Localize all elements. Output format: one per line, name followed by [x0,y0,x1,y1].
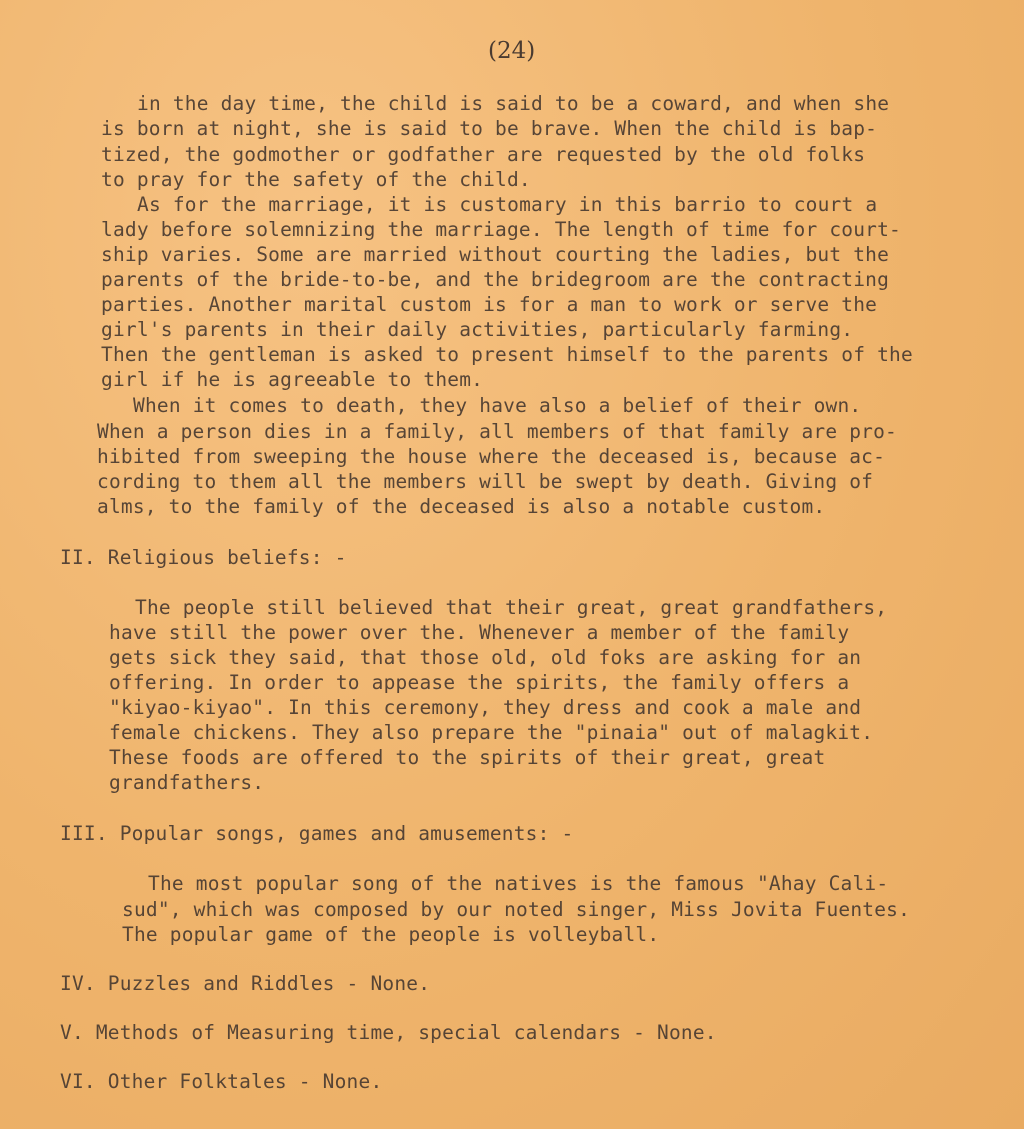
text-line: ship varies. Some are married without courting the ladies, but the [101,243,890,266]
text-line: offering. In order to appease the spirits, the family offers a [109,671,850,694]
text-line: lady before solemnizing the marriage. The length of time for court- [101,218,901,241]
text-line: These foods are offered to the spirits of their great, great [109,746,826,769]
text-line: girl if he is agreeable to them. [101,368,484,391]
text-line: tized, the godmother or godfather are requested by the old folks [101,143,866,166]
text-line: to pray for the safety of the child. [101,168,531,191]
text-line: When it comes to death, they have also a belief of their own. [133,394,862,417]
section-heading: V. Methods of Measuring time, special calendars - None. [60,1021,717,1044]
text-line: cording to them all the members will be swept by death. Giving of [97,470,874,493]
page-number: (24) [488,38,536,64]
text-line: sud", which was composed by our noted singer, Miss Jovita Fuentes. [122,898,911,921]
text-line: The most popular song of the natives is the famous "Ahay Cali- [148,872,889,895]
text-line: When a person dies in a family, all members of that family are pro- [97,420,897,443]
text-line: As for the marriage, it is customary in this barrio to court a [137,193,878,216]
text-line: girl's parents in their daily activities, particularly farming. [101,318,854,341]
text-line: The popular game of the people is volleyball. [122,923,660,946]
text-line: have still the power over the. Whenever a member of the family [109,621,850,644]
text-line: grandfathers. [109,771,265,794]
text-line: "kiyao-kiyao". In this ceremony, they dress and cook a male and [109,696,862,719]
section-heading: III. Popular songs, games and amusements: - [60,822,574,845]
section-heading: VI. Other Folktales - None. [60,1070,383,1093]
section-heading: IV. Puzzles and Riddles - None. [60,972,431,995]
text-line: female chickens. They also prepare the "pinaia" out of malagkit. [109,721,874,744]
text-line: parties. Another marital custom is for a man to work or serve the [101,293,878,316]
text-line: Then the gentleman is asked to present himself to the parents of the [101,343,913,366]
section-heading: II. Religious beliefs: - [60,546,347,569]
text-line: hibited from sweeping the house where the deceased is, because ac- [97,445,886,468]
text-line: in the day time, the child is said to be a coward, and when she [137,92,890,115]
text-line: parents of the bride-to-be, and the bridegroom are the contracting [101,268,890,291]
text-line: alms, to the family of the deceased is also a notable custom. [97,495,826,518]
text-line: gets sick they said, that those old, old foks are asking for an [109,646,862,669]
text-line: The people still believed that their great, great grandfathers, [135,596,888,619]
text-line: is born at night, she is said to be brave. When the child is bap- [101,117,878,140]
